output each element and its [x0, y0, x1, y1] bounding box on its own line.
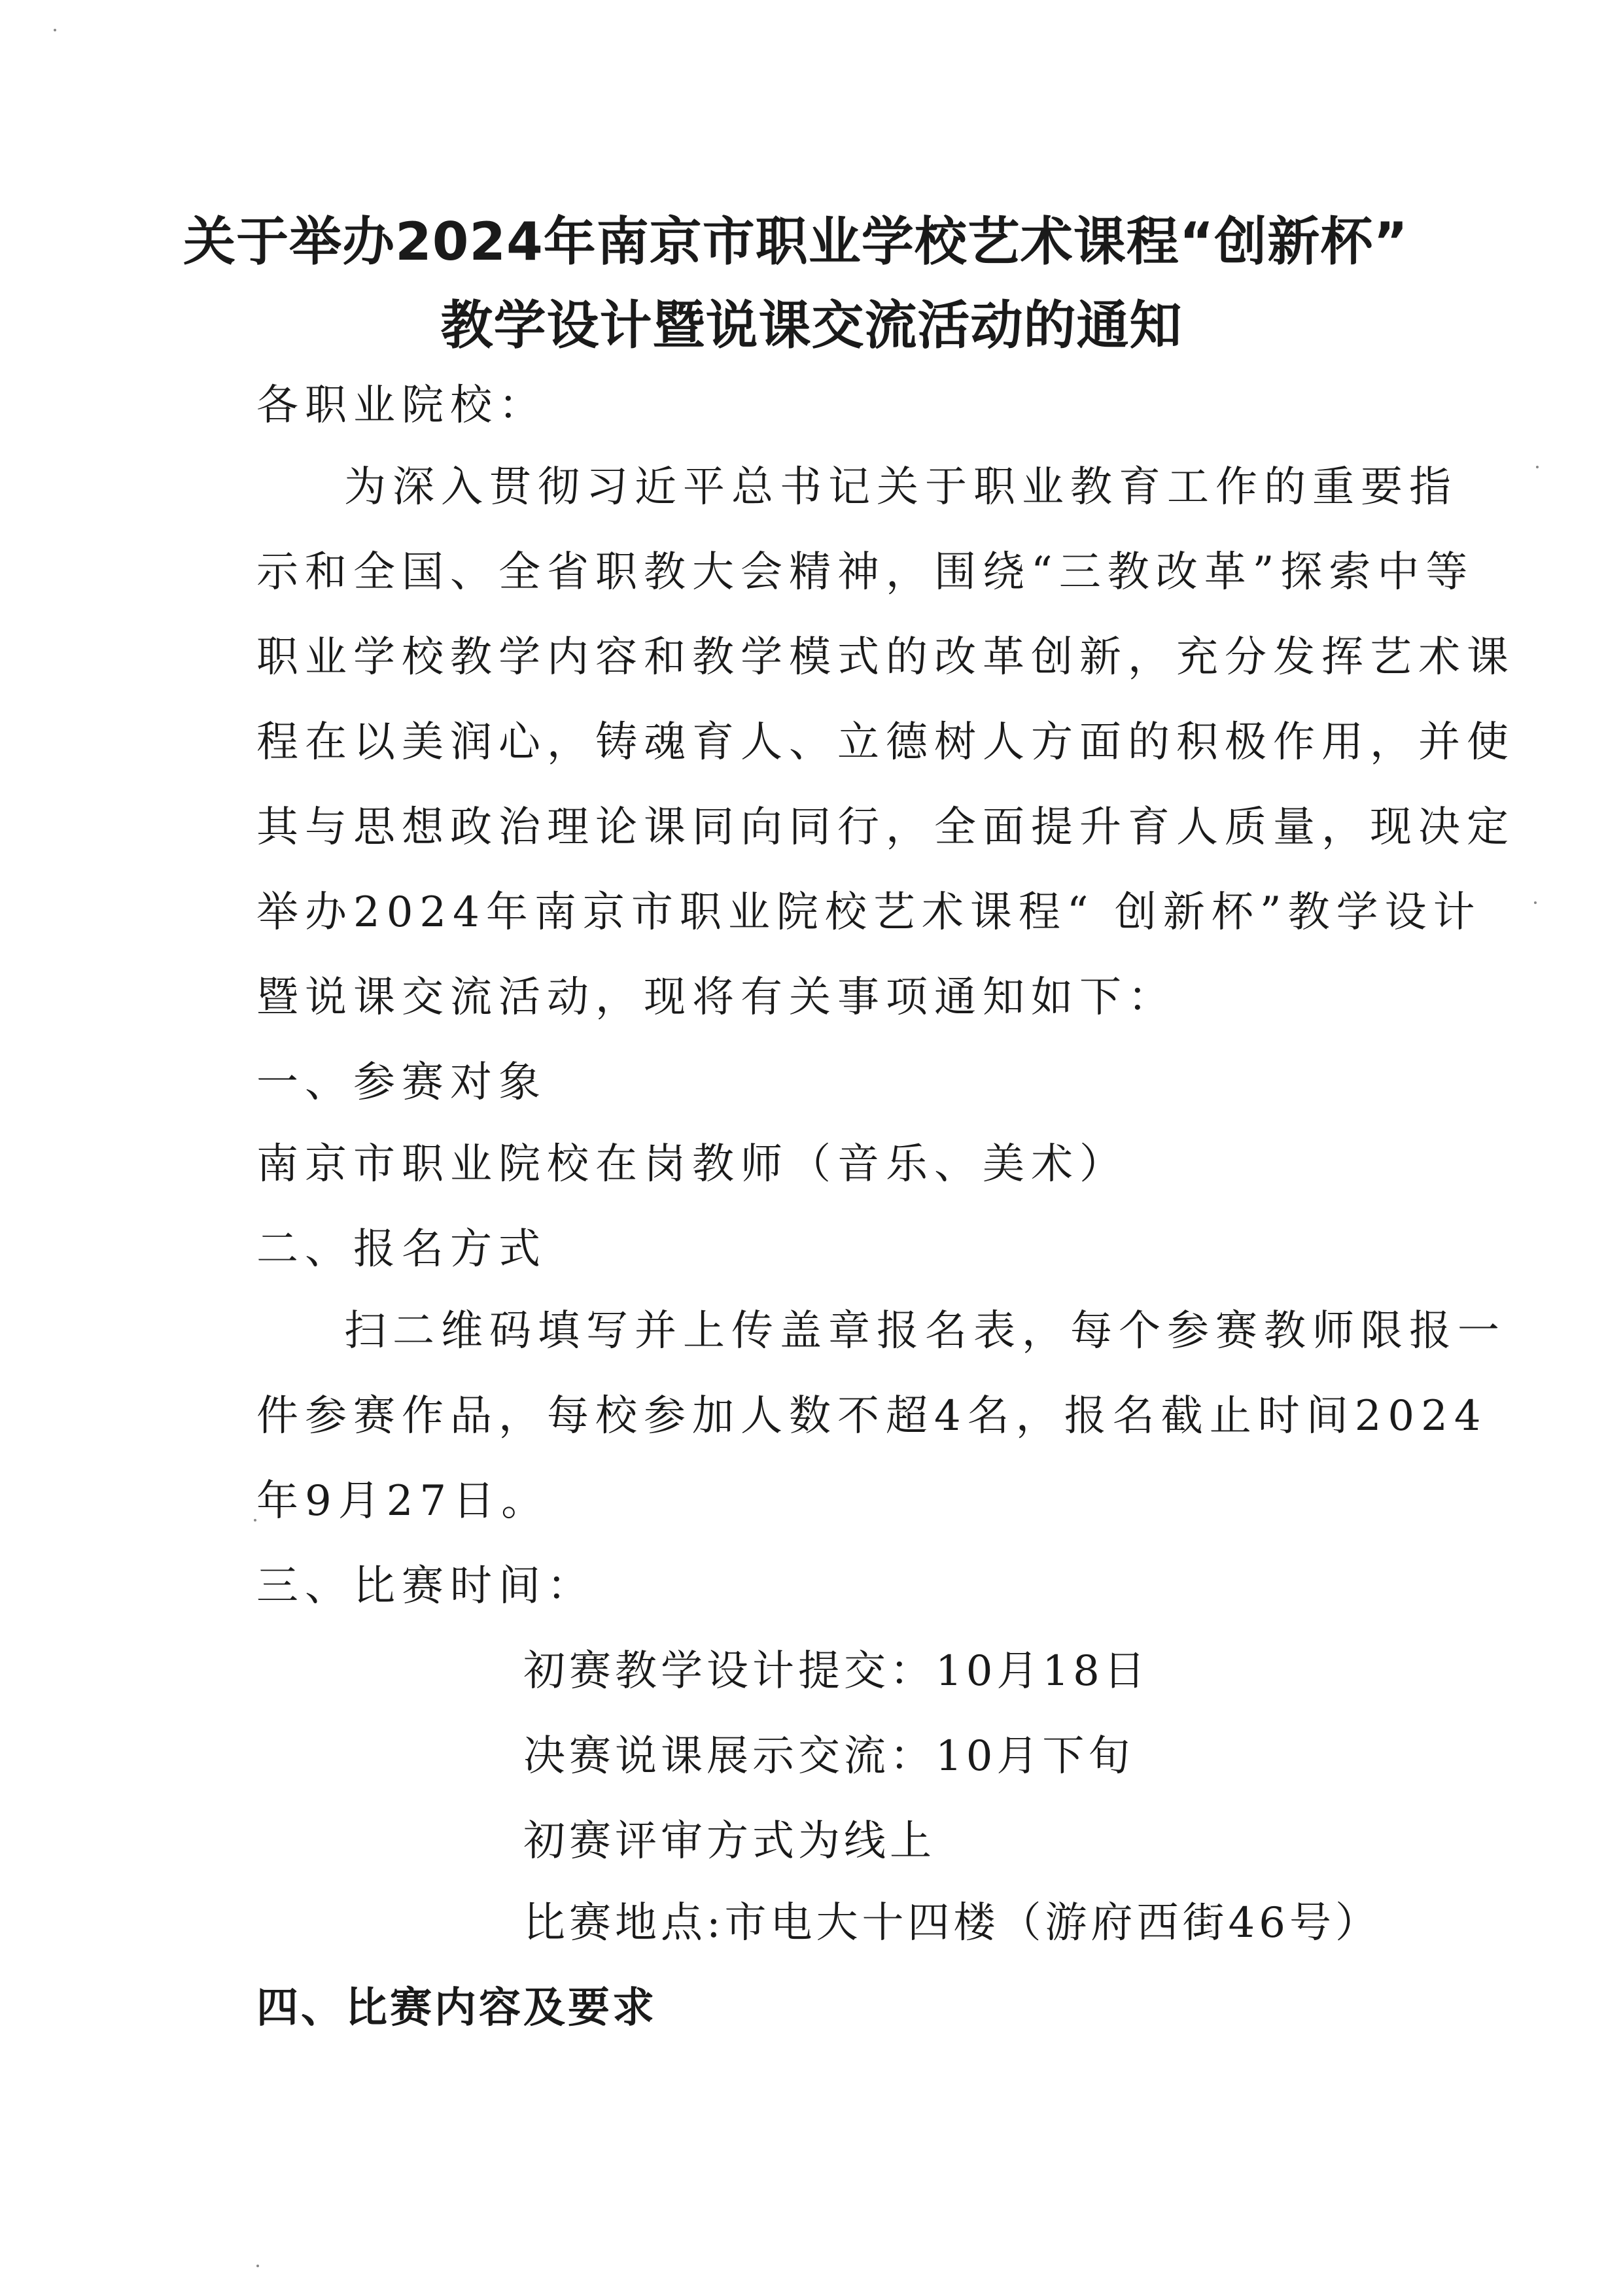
intro-paragraph-line: 为深入贯彻习近平总书记关于职业教育工作的重要指: [344, 463, 1457, 512]
intro-paragraph-line: 举办2024年南京市职业院校艺术课程“ 创新杯”教学设计: [256, 888, 1482, 937]
scan-speck: [54, 29, 56, 31]
section-3-item: 初赛评审方式为线上: [523, 1817, 935, 1866]
section-3-item: 比赛地点:市电大十四楼（游府西街46号）: [523, 1899, 1381, 1947]
intro-paragraph-line: 程在以美润心，铸魂育人、立德树人方面的积极作用，并使: [256, 718, 1515, 767]
section-2-body-line: 扫二维码填写并上传盖章报名表，每个参赛教师限报一: [344, 1307, 1506, 1355]
scan-speck: [1534, 901, 1537, 904]
scan-speck: [254, 1519, 256, 1522]
section-2-body-line: 件参赛作品，每校参加人数不超4名，报名截止时间2024: [256, 1392, 1488, 1440]
intro-paragraph-line: 示和全国、全省职教大会精神，围绕“三教改革”探索中等: [256, 548, 1475, 597]
scan-speck: [1536, 466, 1539, 468]
section-3-heading: 三、比赛时间：: [256, 1562, 595, 1610]
intro-paragraph-line: 职业学校教学内容和教学模式的改革创新，充分发挥艺术课: [256, 633, 1515, 682]
scan-speck: [256, 2265, 259, 2267]
section-2-body-line: 年9月27日。: [256, 1477, 550, 1525]
section-1-body: 南京市职业院校在岗教师（音乐、美术）: [256, 1140, 1128, 1189]
notice-title-line-2: 教学设计暨说课交流活动的通知: [440, 295, 1183, 356]
intro-paragraph-line: 暨说课交流活动，现将有关事项通知如下：: [256, 973, 1176, 1022]
section-3-item: 初赛教学设计提交：10月18日: [523, 1647, 1149, 1696]
notice-title-line-1: 关于举办2024年南京市职业学校艺术课程“创新杯”: [183, 211, 1408, 272]
section-1-heading: 一、参赛对象: [256, 1058, 547, 1107]
section-2-heading: 二、报名方式: [256, 1225, 547, 1274]
intro-paragraph-line: 其与思想政治理论课同向同行，全面提升育人质量，现决定: [256, 803, 1515, 852]
section-4-heading: 四、比赛内容及要求: [256, 1984, 657, 2032]
salutation: 各职业院校：: [256, 381, 547, 430]
section-3-item: 决赛说课展示交流：10月下旬: [523, 1732, 1134, 1781]
